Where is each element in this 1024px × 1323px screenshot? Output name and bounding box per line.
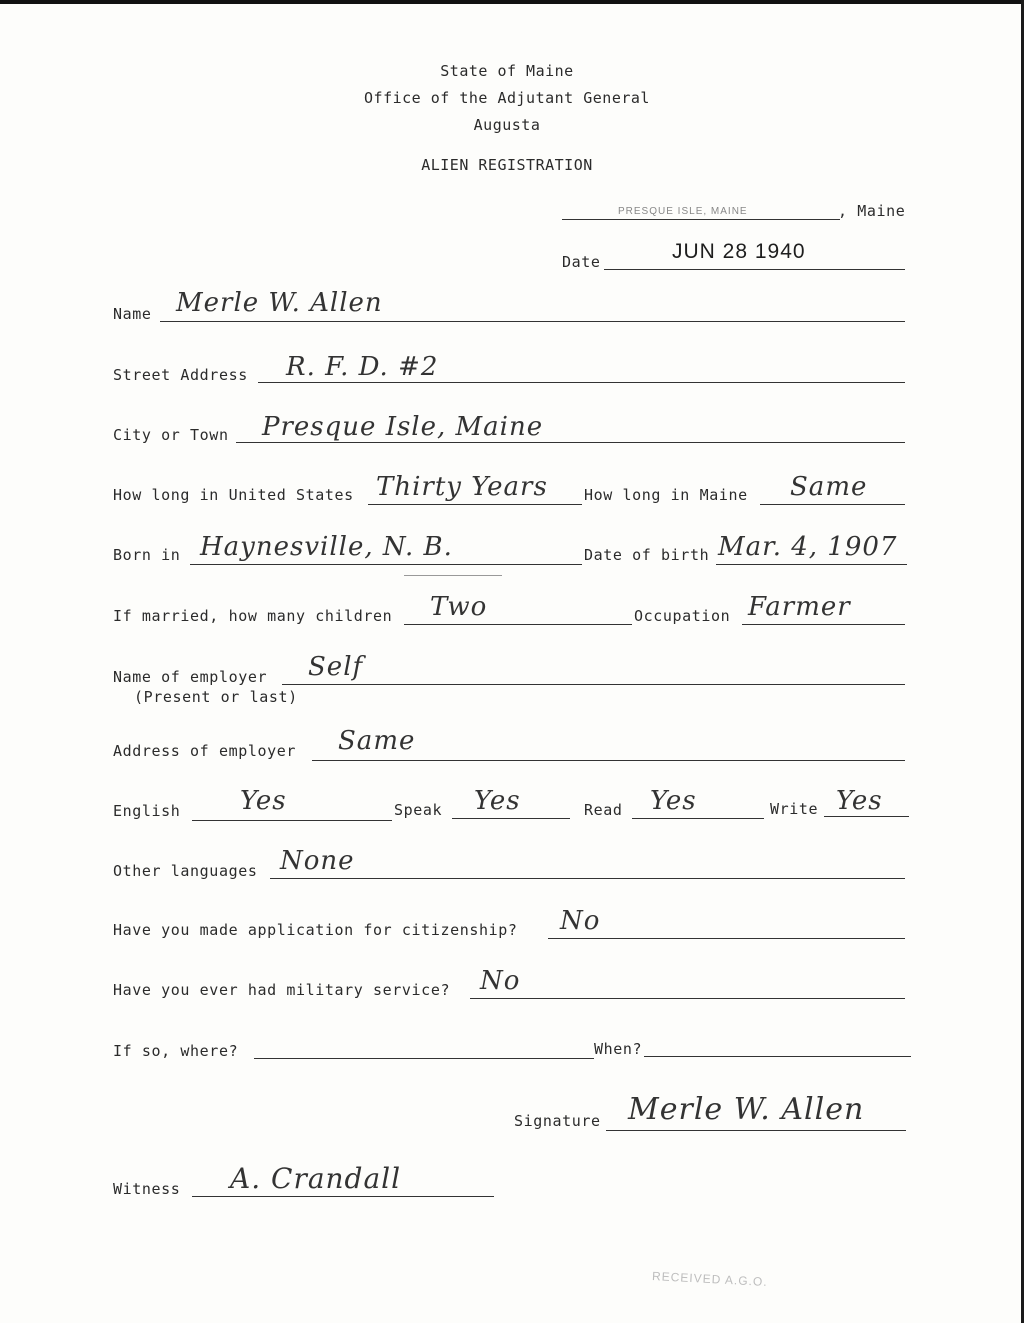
read-value: Yes — [650, 786, 697, 816]
witness-value: A. Crandall — [230, 1162, 402, 1195]
when-label: When? — [594, 1040, 643, 1058]
employer-address-line — [312, 760, 905, 761]
occupation-label: Occupation — [634, 607, 731, 625]
header-office: Office of the Adjutant General — [364, 89, 650, 107]
read-label: Read — [584, 801, 623, 819]
date-of-birth-value: Mar. 4, 1907 — [718, 532, 898, 562]
form-title: ALIEN REGISTRATION — [421, 156, 593, 174]
city-value: Presque Isle, Maine — [262, 412, 544, 442]
date-of-birth-line — [716, 564, 907, 565]
english-line — [192, 820, 392, 821]
signature-label: Signature — [514, 1112, 601, 1130]
employer-name-sublabel: (Present or last) — [134, 688, 298, 706]
write-label: Write — [770, 800, 819, 818]
english-label: English — [113, 802, 181, 820]
occupation-line — [742, 624, 905, 625]
military-line — [470, 998, 905, 999]
witness-label: Witness — [113, 1180, 181, 1198]
how-long-maine-value: Same — [790, 472, 868, 502]
date-line — [604, 269, 905, 270]
witness-line — [192, 1196, 494, 1197]
date-label: Date — [562, 253, 601, 271]
how-long-us-label: How long in United States — [113, 486, 354, 504]
how-long-maine-line — [760, 504, 905, 505]
where-label: If so, where? — [113, 1042, 239, 1060]
children-value: Two — [430, 592, 488, 622]
read-line — [632, 818, 764, 819]
received-stamp: RECEIVED A.G.O. — [651, 1268, 768, 1290]
speak-label: Speak — [394, 801, 443, 819]
signature-value: Merle W. Allen — [628, 1092, 865, 1127]
other-languages-line — [270, 878, 905, 879]
city-label: City or Town — [113, 426, 229, 444]
born-in-value: Haynesville, N. B. — [200, 532, 453, 562]
scan-edge-top — [0, 0, 1024, 4]
where-line — [254, 1058, 594, 1059]
city-line — [236, 442, 905, 443]
location-line — [562, 219, 840, 220]
born-in-line — [190, 564, 582, 565]
citizenship-line — [548, 938, 905, 939]
military-value: No — [480, 966, 521, 996]
write-value: Yes — [836, 786, 883, 816]
citizenship-value: No — [560, 906, 601, 936]
header-city: Augusta — [473, 116, 541, 134]
header-state: State of Maine — [440, 62, 574, 80]
name-line — [160, 321, 905, 322]
other-languages-value: None — [280, 846, 355, 876]
speak-line — [452, 818, 570, 819]
date-stamp: JUN 28 1940 — [672, 240, 806, 263]
children-label: If married, how many children — [113, 607, 393, 625]
street-address-value: R. F. D. #2 — [286, 352, 439, 382]
employer-name-value: Self — [308, 652, 364, 682]
speak-value: Yes — [474, 786, 521, 816]
how-long-us-line — [368, 504, 582, 505]
employer-address-value: Same — [338, 726, 416, 756]
signature-line — [606, 1130, 906, 1131]
born-in-label: Born in — [113, 546, 181, 564]
how-long-maine-label: How long in Maine — [584, 486, 748, 504]
name-value: Merle W. Allen — [176, 288, 383, 318]
employer-name-label: Name of employer — [113, 668, 268, 686]
citizenship-label: Have you made application for citizenship? — [113, 921, 518, 939]
employer-name-line — [282, 684, 905, 685]
write-line — [824, 816, 909, 817]
how-long-us-value: Thirty Years — [376, 472, 548, 502]
when-line — [644, 1056, 911, 1057]
street-address-label: Street Address — [113, 366, 248, 384]
children-line — [404, 624, 632, 625]
name-label: Name — [113, 305, 152, 323]
employer-address-label: Address of employer — [113, 742, 296, 760]
military-label: Have you ever had military service? — [113, 981, 451, 999]
occupation-value: Farmer — [748, 592, 851, 622]
street-address-line — [258, 382, 905, 383]
date-of-birth-label: Date of birth — [584, 546, 710, 564]
born-in-pencil-underline — [404, 575, 502, 576]
english-value: Yes — [240, 786, 287, 816]
location-stamp: PRESQUE ISLE, MAINE — [618, 206, 748, 217]
location-suffix: , Maine — [838, 202, 906, 220]
other-languages-label: Other languages — [113, 862, 258, 880]
